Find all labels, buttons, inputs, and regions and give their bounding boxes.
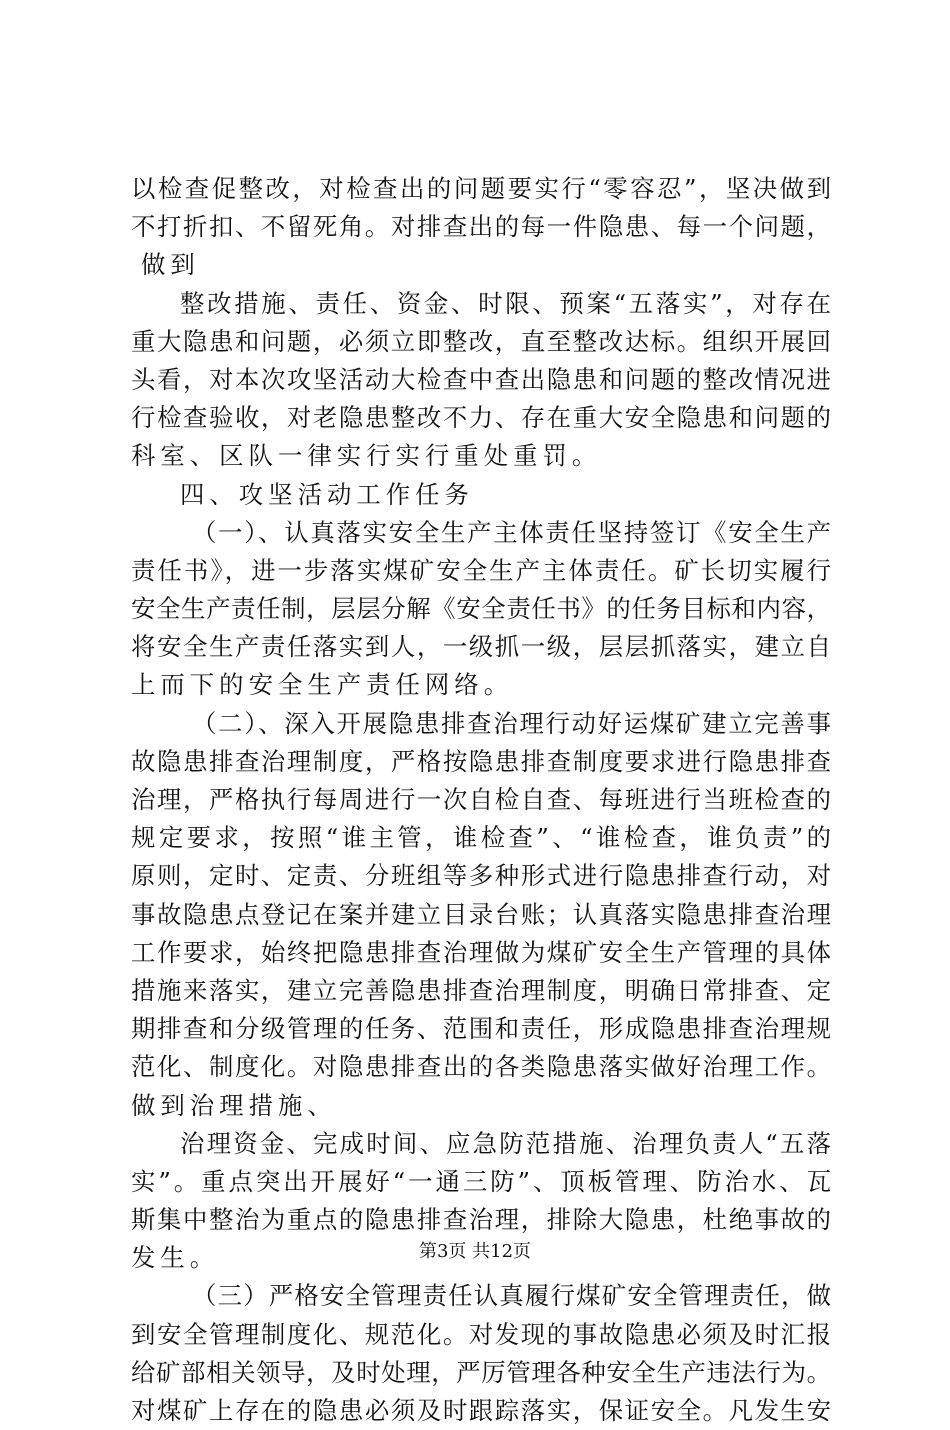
text-line: 实”。重点突出开展好“一通三防”、顶板管理、防治水、瓦 [131, 1166, 831, 1196]
text-line: 不打折扣、不留死角。对排查出的每一件隐患、每一个问题， [131, 212, 831, 242]
text-line: 原则，定时、定责、分班组等多种形式进行隐患排查行动，对 [131, 861, 831, 891]
text-line: 责任书》，进一步落实煤矿安全生产主体责任。矿长切实履行 [131, 555, 831, 585]
text-line: 做到 [141, 250, 200, 280]
section-heading: 四、攻坚活动工作任务 [180, 479, 474, 509]
text-line: 以检查促整改，对检查出的问题要实行“零容忍”，坚决做到 [131, 174, 831, 203]
text-line: 治理资金、完成时间、应急防范措施、治理负责人“五落 [180, 1128, 831, 1158]
text-line: （三）严格安全管理责任认真履行煤矿安全管理责任，做 [192, 1281, 831, 1311]
text-line: （一）、认真落实安全生产主体责任坚持签订《安全生产 [192, 517, 831, 547]
text-line: 发生。 [131, 1243, 220, 1273]
text-line: 故隐患排查治理制度，严格按隐患排查制度要求进行隐患排查 [131, 746, 831, 776]
text-line: 措施来落实，建立完善隐患排查治理制度，明确日常排查、定 [131, 975, 831, 1005]
text-line: 治理，严格执行每周进行一次自检自查、每班进行当班检查的 [131, 785, 831, 814]
text-line: 安全生产责任制，层层分解《安全责任书》的任务目标和内容， [131, 594, 831, 624]
text-line: 范化、制度化。对隐患排查出的各类隐患落实做好治理工作。 [131, 1052, 831, 1082]
text-line: 给矿部相关领导，及时处理，严厉管理各种安全生产违法行为。 [131, 1357, 831, 1387]
text-line: 行检查验收，对老隐患整改不力、存在重大安全隐患和问题的 [131, 403, 831, 433]
text-line: 工作要求，始终把隐患排查治理做为煤矿安全生产管理的具体 [131, 937, 831, 967]
text-line: 事故隐患点登记在案并建立目录台账；认真落实隐患排查治理 [131, 899, 831, 929]
text-line: 期排查和分级管理的任务、范围和责任，形成隐患排查治理规 [131, 1014, 831, 1044]
text-line: 到安全管理制度化、规范化。对发现的事故隐患必须及时汇报 [131, 1319, 831, 1349]
text-line: 将安全生产责任落实到人，一级抓一级，层层抓落实，建立自 [131, 632, 831, 662]
text-line: 对煤矿上存在的隐患必须及时跟踪落实，保证安全。凡发生安 [131, 1396, 831, 1425]
text-line: 斯集中整治为重点的隐患排查治理，排除大隐患，杜绝事故的 [131, 1205, 831, 1235]
text-line: 上而下的安全生产责任网络。 [131, 670, 514, 700]
text-line: 做到治理措施、 [131, 1090, 337, 1120]
text-line: 整改措施、责任、资金、时限、预案“五落实”，对存在 [180, 288, 831, 318]
text-line: （二）、深入开展隐患排查治理行动好运煤矿建立完善事 [192, 708, 831, 738]
page-number-footer: 第3页 共12页 [418, 1241, 532, 1262]
text-line: 重大隐患和问题，必须立即整改，直至整改达标。组织开展回 [131, 326, 831, 356]
text-line: 规定要求，按照“谁主管，谁检查”、“谁检查，谁负责”的 [131, 823, 831, 853]
text-line: 科室、区队一律实行实行重处重罚。 [131, 441, 602, 471]
text-line: 头看，对本次攻坚活动大检查中查出隐患和问题的整改情况进 [131, 364, 831, 394]
